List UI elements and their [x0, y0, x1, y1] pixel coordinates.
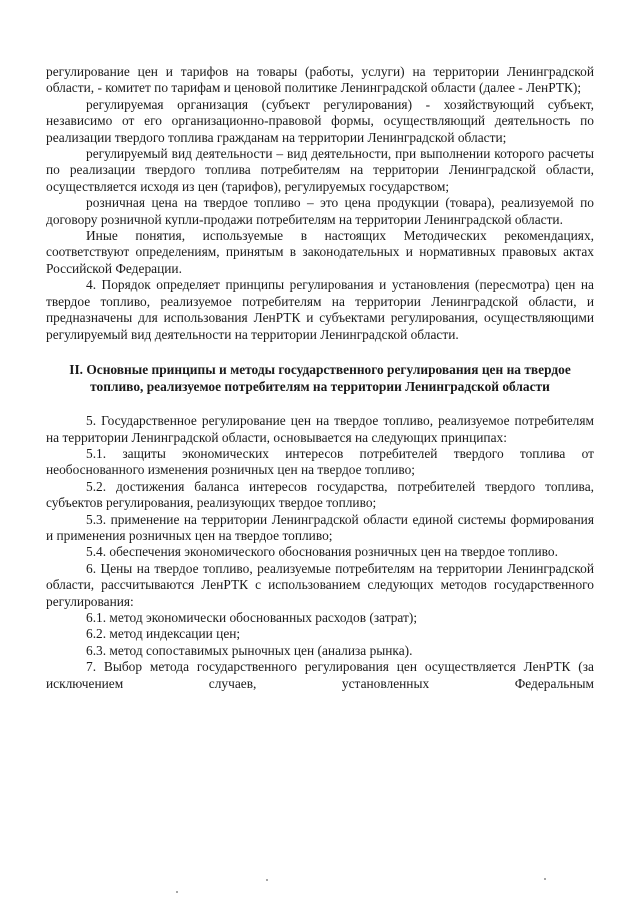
paragraph-6-2: 6.2. метод индексации цен;	[86, 626, 241, 642]
scan-speck	[544, 878, 546, 880]
paragraph-4-procedure: 4. Порядок определяет принципы регулирования и установления (пересмотра) цен на твердое топливо, реализуемое потребителям на территории Ленинградской области, и предназначены для использования ЛенРТК и субъектами регулирования, осуществляющими регулируемый вид деятельности на территории Ленинградской области.	[46, 277, 594, 342]
paragraph-lenrtk-definition: регулирование цен и тарифов на товары (работы, услуги) на территории Ленинградской области, - комитет по тарифам и ценовой политике Ленинградской области (далее - ЛенРТК);	[46, 64, 594, 96]
scan-speck	[176, 891, 178, 893]
paragraph-regulated-organization: регулируемая организация (субъект регулирования) - хозяйствующий субъект, независимо от его организационно-правовой формы, осуществляющий деятельность по реализации твердого топлива гражданам на территории Ленинградской области;	[46, 96, 594, 145]
paragraph-5-4: 5.4. обеспечения экономического обоснования розничных цен на твердое топливо.	[86, 544, 558, 560]
paragraph-regulated-activity: регулируемый вид деятельности – вид деятельности, при выполнении которого расчеты по реализации твердого топлива потребителям на территории Ленинградской области, осуществляется исходя из цен (тарифов), регулируемых государством;	[46, 146, 594, 194]
paragraph-6-methods: 6. Цены на твердое топливо, реализуемые потребителям на территории Ленинградской области, рассчитываются ЛенРТК с использованием следующих методов государственного регулирования:	[46, 560, 594, 609]
paragraph-5-1: 5.1. защиты экономических интересов потребителей твердого топлива от необоснованного изменения розничных цен на твердое топливо;	[46, 445, 594, 478]
section-heading: II. Основные принципы и методы государственного регулирования цен на твердое топливо, реализуемое потребителям на территории Ленинградской области	[69, 361, 571, 394]
document-page	[46, 64, 594, 692]
paragraph-5-2: 5.2. достижения баланса интересов государства, потребителей твердого топлива, субъектов регулирования, реализующих твердое топливо;	[46, 478, 594, 511]
paragraph-5-principles: 5. Государственное регулирование цен на твердое топливо, реализуемое потребителям на территории Ленинградской области, основывается на следующих принципах:	[46, 413, 594, 445]
scan-speck	[266, 879, 268, 881]
paragraph-6-3: 6.3. метод сопоставимых рыночных цен (анализа рынка).	[86, 642, 413, 658]
paragraph-5-3: 5.3. применение на территории Ленинградской области единой системы формирования и применения розничных цен на твердое топливо;	[46, 511, 594, 543]
paragraph-retail-price: розничная цена на твердое топливо – это цена продукции (товара), реализуемой по договору розничной купли-продажи потребителям на территории Ленинградской области.	[46, 195, 594, 227]
paragraph-other-terms: Иные понятия, используемые в настоящих Методических рекомендациях, соответствуют определениям, принятым в законодательных и нормативных правовых актах Российской Федерации.	[46, 228, 594, 276]
paragraph-6-1: 6.1. метод экономически обоснованных расходов (затрат);	[86, 609, 418, 625]
paragraph-7-method-choice: 7. Выбор метода государственного регулирования цен осуществляется ЛенРТК (за исключением случаев, установленных Федеральным	[46, 659, 594, 691]
